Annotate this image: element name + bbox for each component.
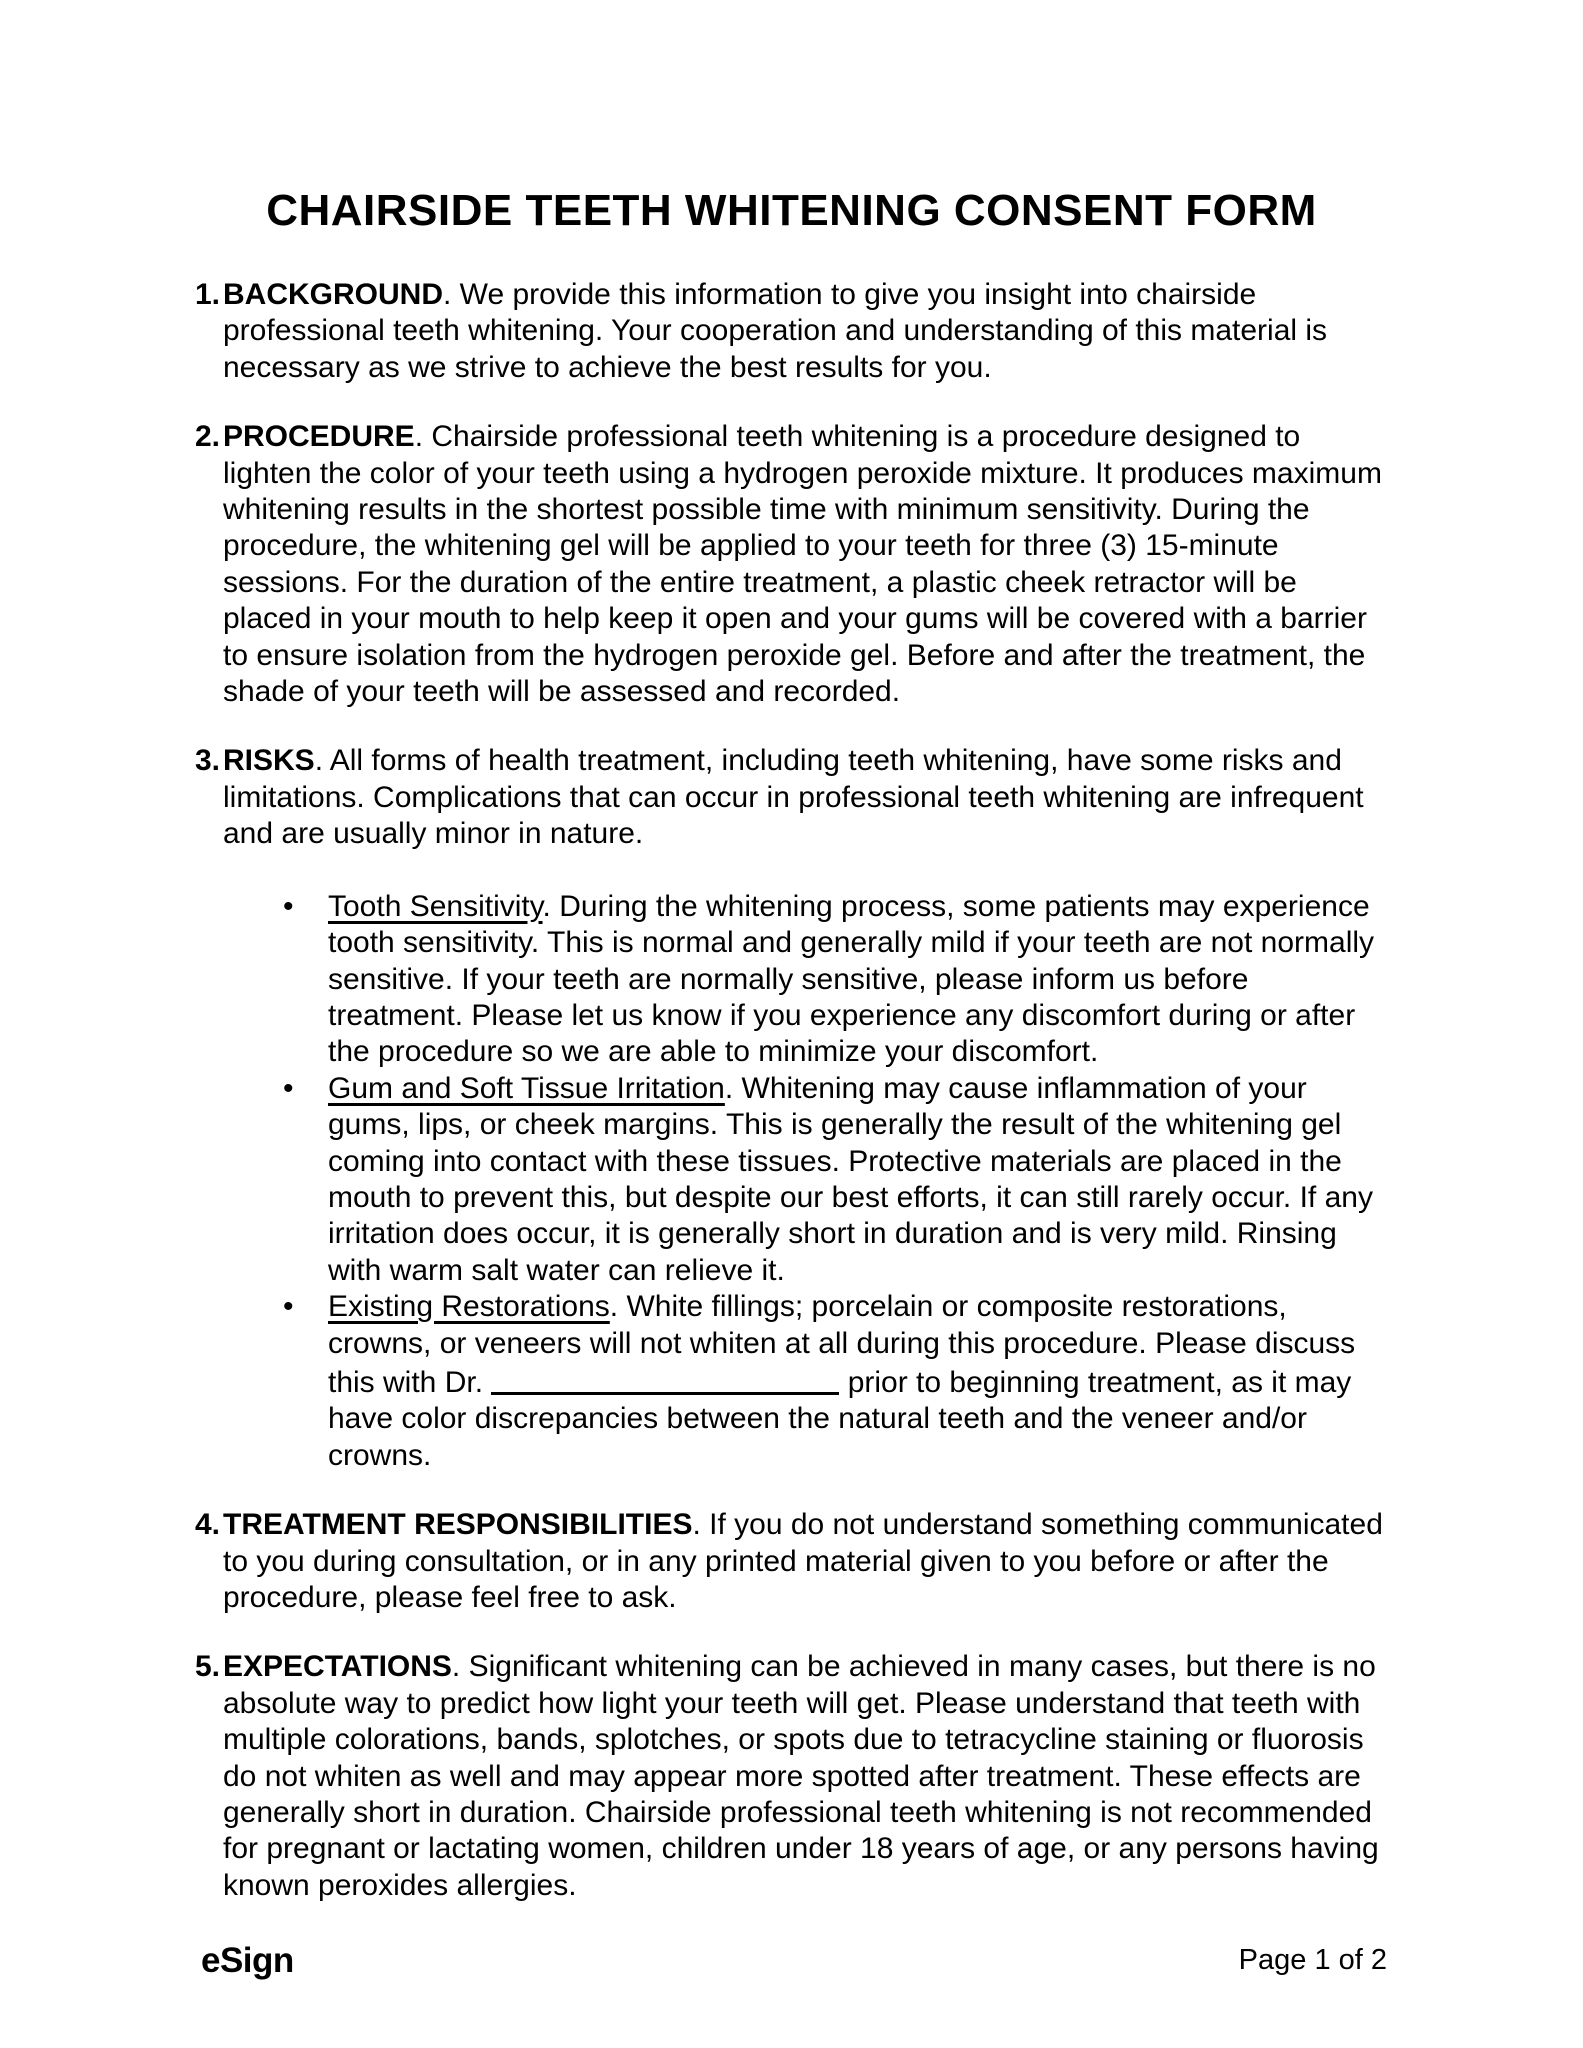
risk-bullet-list: [283, 889, 1390, 1475]
section-text: . All forms of health treatment, including teeth whitening, have some risks and limitations. Complications that can occur in professional teeth whitening are infrequent and are usually minor in nature.: [223, 744, 1364, 851]
page-footer: [201, 1940, 1387, 1982]
bullet-text: . White fillings; porcelain or composite restorations, crowns, or veneers will not whiten at all during this procedure. Please discuss this with Dr.: [328, 1290, 1356, 1399]
section-text: . If you do not understand something communicated to you during consultation, or in any printed material given to you before or after the procedure, please feel free to ask.: [223, 1508, 1383, 1614]
section-expectations: [195, 1649, 1390, 1904]
bullet-text: . During the whitening process, some patients may experience tooth sensitivity. This is normal and generally mild if your teeth are not normally sensitive. If your teeth are normally sensitive, please inform us before treatment. Please let us know if you experience any discomfort during or after the procedure so we are able to minimize your discomfort.: [328, 889, 1375, 1069]
bullet-existing-restorations: [283, 1289, 1390, 1474]
bullet-gum-soft-tissue-irritation: [283, 1071, 1390, 1289]
section-heading: RISKS: [223, 744, 315, 778]
section-heading: PROCEDURE: [223, 420, 415, 454]
document-body: [195, 277, 1390, 1904]
bullet-lead: Gum and Soft Tissue Irritation: [328, 1071, 725, 1105]
section-number: 5.: [195, 1650, 221, 1684]
document-title: CHAIRSIDE TEETH WHITENING CONSENT FORM: [266, 186, 1317, 235]
page-indicator: Page 1 of 2: [1238, 1944, 1387, 1976]
bullet-text: . Whitening may cause inflammation of your gums, lips, or cheek margins. This is generally the result of the whitening gel coming into contact with these tissues. Protective materials are placed in the mouth to prevent this, but despite our best efforts, it can still rarely occur. If any irritation does occur, it is generally short in duration and is very mild. Rinsing with warm salt water can relieve it.: [328, 1071, 1373, 1287]
section-treatment-responsibilities: [195, 1507, 1390, 1616]
section-risks: [195, 743, 1390, 1474]
section-heading: TREATMENT RESPONSIBILITIES: [223, 1508, 693, 1542]
bullet-lead: Tooth Sensitivity: [328, 889, 543, 923]
bullet-icon: •: [283, 1290, 294, 1324]
bullet-tooth-sensitivity: [283, 889, 1390, 1071]
section-text: . Chairside professional teeth whitening is a procedure designed to lighten the color of your teeth using a hydrogen peroxide mixture. It produces maximum whitening results in the shortest possible time with minimum sensitivity. During the procedure, the whitening gel will be applied to your teeth for three (3) 15-minute sessions. For the duration of the entire treatment, a plastic cheek retractor will be placed in your mouth to help keep it open and your gums will be covered with a barrier to ensure isolation from the hydrogen peroxide gel. Before and after the treatment, the shade of your teeth will be assessed and recorded.: [223, 420, 1382, 709]
section-number: 2.: [195, 420, 221, 454]
bullet-icon: •: [283, 1071, 294, 1105]
section-background: [195, 277, 1390, 386]
section-number: 1.: [195, 278, 221, 311]
section-text: . We provide this information to give you insight into chairside professional teeth whitening. Your cooperation and understanding of this material is necessary as we strive to achieve the best results for you.: [223, 278, 1328, 384]
esign-logo: eSign: [201, 1941, 294, 1980]
section-number: 3.: [195, 744, 221, 778]
bullet-icon: •: [283, 889, 294, 923]
doctor-name-blank[interactable]: [491, 1362, 839, 1395]
section-text: . Significant whitening can be achieved in many cases, but there is no absolute way to predict how light your teeth will get. Please understand that teeth with multiple colorations, bands, splotches, or spots due to tetracycline staining or fluorosis do not whiten as well and may appear more spotted after treatment. These effects are generally short in duration. Chairside professional teeth whitening is not recommended for pregnant or lactating women, children under 18 years of age, or any persons having known peroxides allergies.: [223, 1650, 1379, 1902]
section-number: 4.: [195, 1508, 221, 1542]
section-heading: BACKGROUND: [223, 278, 443, 311]
section-procedure: [195, 419, 1390, 710]
bullet-text: prior to beginning treatment, as it may have color discrepancies between the natural teeth and the veneer and/or crowns.: [328, 1365, 1352, 1472]
bullet-lead: Existing Restorations: [328, 1290, 610, 1324]
section-heading: EXPECTATIONS: [223, 1650, 452, 1684]
